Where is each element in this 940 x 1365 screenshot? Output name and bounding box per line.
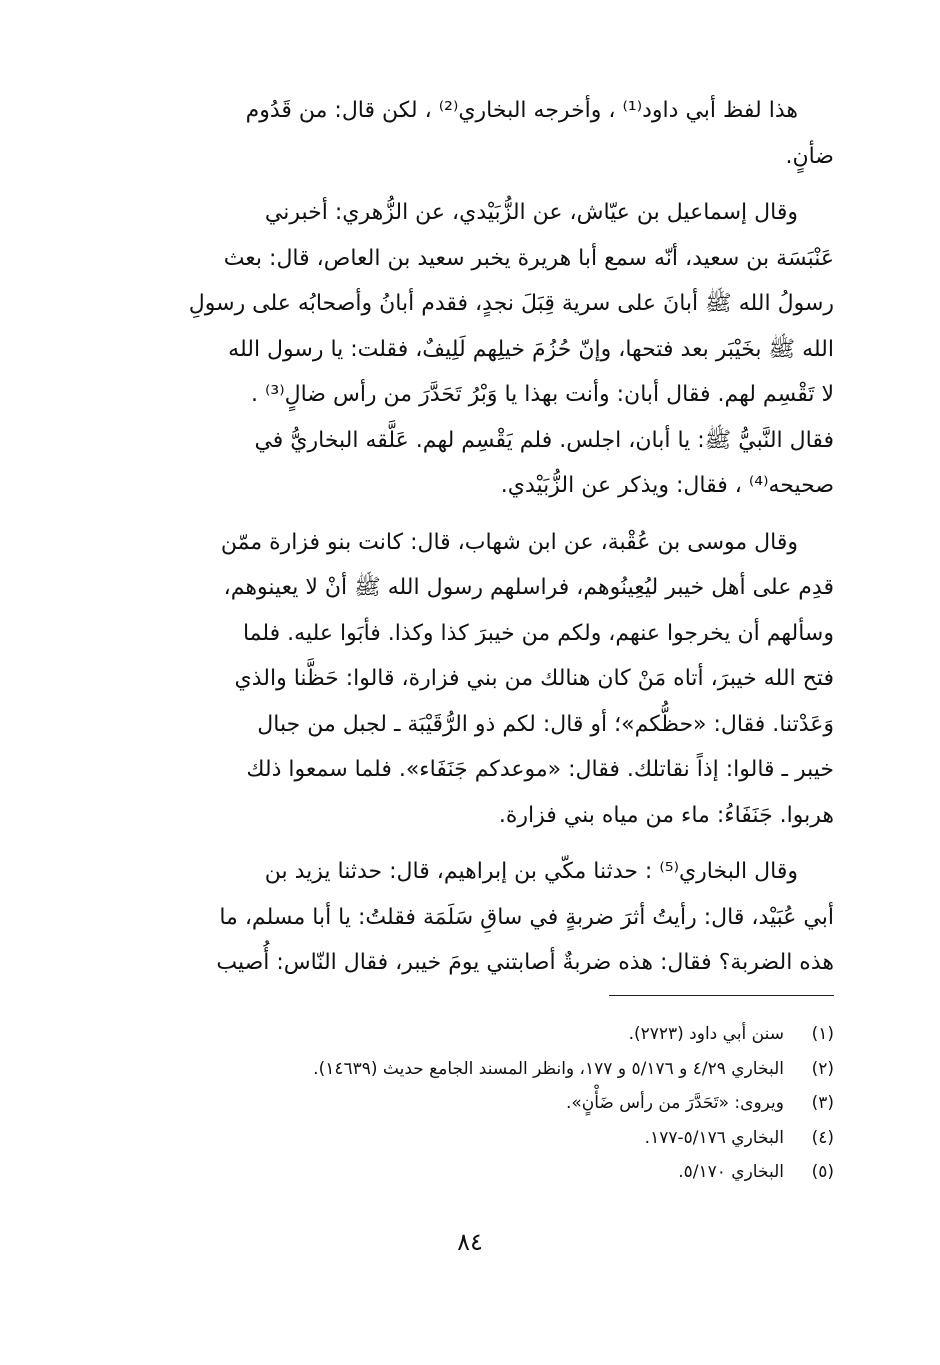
- text-line: خيبر ـ قالوا: إذاً نقاتلك. فقال: «موعدكم جَنَفَاء». فلما سمعوا ذلك: [246, 757, 834, 782]
- text-line: قدِم على أهل خيبر ليُعِينُوهم، فراسلهم رسول الله ﷺ أنْ لا يعينوهم،: [223, 575, 834, 600]
- paragraph: [102, 88, 834, 179]
- main-text: [102, 88, 834, 997]
- text-line: هذه الضربة؟ فقال: هذه ضربةٌ أصابتني يومَ خيبر، فقال النّاس: أُصيب: [216, 950, 834, 975]
- footnote-separator: [609, 995, 834, 996]
- footnote: [102, 1121, 834, 1156]
- text-line: وسألهم أن يخرجوا عنهم، ولكم من خيبرَ كذا وكذا. فأبَوا عليه. فلما: [242, 620, 834, 646]
- text-line: وقال موسى بن عُقْبة، عن ابن شهاب، قال: كانت بنو فزارة ممّن: [220, 529, 798, 555]
- paragraph: [102, 849, 834, 986]
- footnote: [102, 1086, 834, 1121]
- footnote-text: سنن أبي داود (٢٧٢٣).: [628, 1024, 784, 1044]
- text-line: وقال إسماعيل بن عيّاش، عن الزُّبَيْدي، عن الزُّهري: أخبرني: [264, 200, 798, 225]
- text-line: فتح الله خيبرَ، أتاه مَنْ كان هنالك من بني فزارة، قالوا: حَظَّنا والذي: [234, 666, 834, 691]
- text-line: هذا لفظ أبي داود⁽¹⁾ ، وأخرجه البخاري⁽²⁾ ، لكن قال: من قَدُوم: [245, 98, 798, 123]
- footnote-text: ويروى: «تَحَدَّرَ من رأس ضَأْنٍ».: [565, 1093, 784, 1113]
- text-line: وَعَدْتنا. فقال: «حظُّكم»؛ أو قال: لكم ذو الرُّقَيْبَة ـ لجبل من جبال: [257, 711, 834, 737]
- footnote-text: البخاري ٥/١٧٠.: [678, 1162, 784, 1182]
- page-number: ٨٤: [457, 1228, 483, 1256]
- text-line: فقال النَّبيُّ ﷺ: يا أبان، اجلس. فلم يَقْسِم لهم. عَلَّقه البخاريُّ في: [254, 427, 834, 453]
- footnote: [102, 1155, 834, 1190]
- text-line: الله ﷺ بخَيْبَر بعد فتحها، وإنّ حُزُمَ خيلِهم لَلِيفٌ، فقلت: يا رسول الله: [228, 336, 834, 362]
- footnote-number: (٥): [811, 1162, 834, 1182]
- footnote-text: البخاري ٥/١٧٦-١٧٧.: [644, 1127, 784, 1148]
- footnote: [102, 1017, 834, 1052]
- text-line: أبي عُبَيْد، قال: رأيتُ أثرَ ضربةٍ في ساقِ سَلَمَة فقلتُ: يا أبا مسلم، ما: [219, 904, 834, 930]
- footnote-number: (٢): [811, 1058, 834, 1079]
- footnote-number: (١): [811, 1024, 834, 1044]
- paragraph: [102, 190, 834, 509]
- text-line: رسولُ الله ﷺ أبانَ على سرية قِبَلَ نجدٍ، فقدم أبانُ وأصحابُه على رسولِ: [188, 291, 834, 316]
- text-line: هربوا. جَنَفَاءُ: ماء من مياه بني فزارة.: [498, 802, 834, 828]
- paragraph: [102, 520, 834, 839]
- text-line: ضأنٍ.: [785, 143, 834, 169]
- text-line: وقال البخاري⁽⁵⁾ : حدثنا مكّي بن إبراهيم، قال: حدثنا يزيد بن: [264, 859, 798, 884]
- footnote-number: (٤): [811, 1127, 834, 1148]
- footnote-text: البخاري ٤/٢٩ و ٥/١٧٦ و ١٧٧، وانظر المسند الجامع حديث (١٤٦٣٩).: [313, 1058, 784, 1079]
- text-line: صحيحه⁽⁴⁾ ، فقال: ويذكر عن الزُّبَيْدي.: [500, 473, 834, 498]
- text-line: لا تَقْسِم لهم. فقال أبان: وأنت بهذا يا وَبْرُ تَحَدَّرَ من رأس ضالٍ⁽³⁾ .: [250, 382, 834, 407]
- footnote-number: (٣): [811, 1093, 834, 1113]
- footnote: [102, 1052, 834, 1087]
- text-line: عَنْبَسَة بن سعيد، أنّه سمع أبا هريرة يخبر سعيد بن العاص، قال: بعث: [223, 245, 834, 271]
- footnotes: [102, 1017, 834, 1190]
